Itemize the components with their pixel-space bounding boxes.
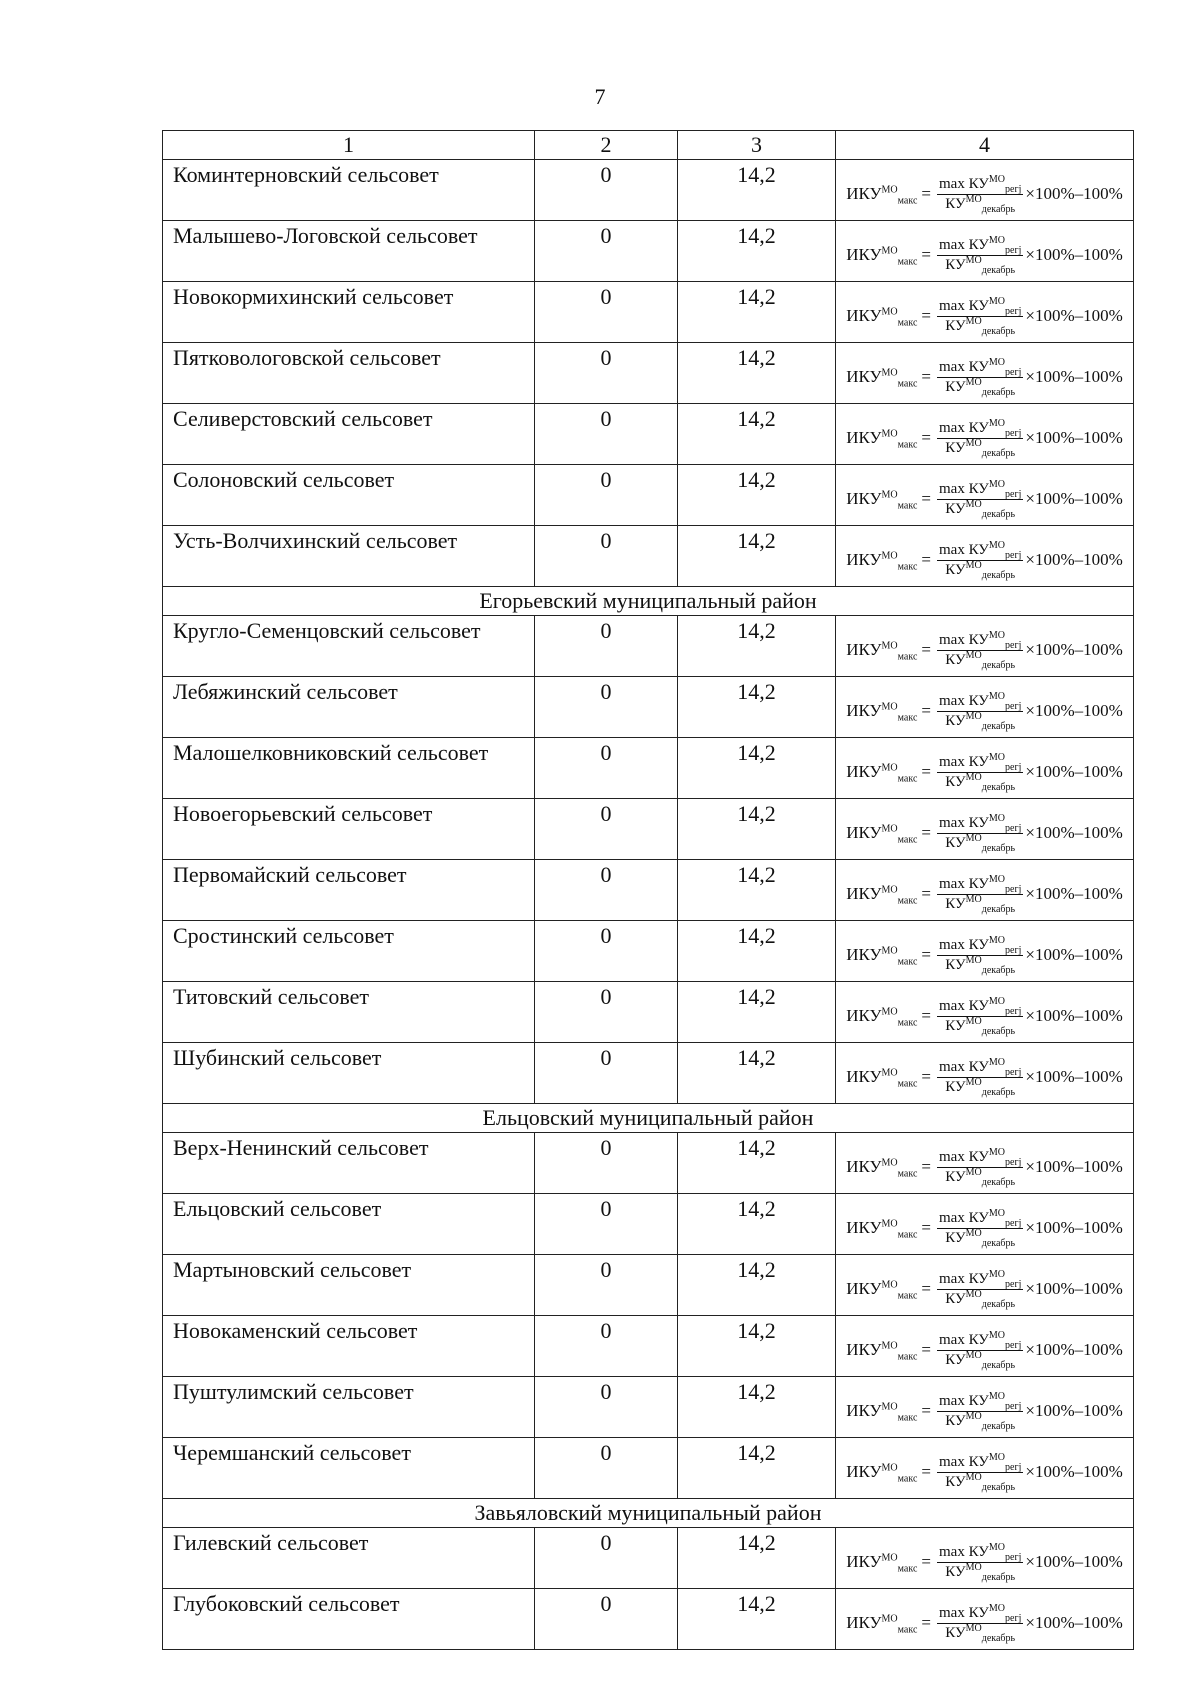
formula-lhs: $ИКУ^{МО}_{макс}$ (846, 1613, 918, 1636)
formula-cell (836, 160, 1134, 221)
formula-fraction (937, 417, 1023, 459)
formula-denominator: $КУ^{МО}_{декабрь}$ (945, 1622, 1016, 1644)
value-col-2: 0 (535, 221, 678, 282)
header-col-1: 1 (163, 131, 535, 160)
table-row (163, 616, 1134, 677)
formula-lhs: $ИКУ^{МО}_{макс}$ (846, 1401, 918, 1424)
formula-eq: = (921, 1006, 931, 1025)
formula-numerator: $\max КУ^{МО}_{регј}$ (939, 690, 1022, 712)
table-row (163, 404, 1134, 465)
formula-tail: ×100%–100% (1025, 762, 1123, 781)
table-row (163, 1377, 1134, 1438)
formula-tail: ×100%–100% (1025, 945, 1123, 964)
formula-numerator: $\max КУ^{МО}_{регј}$ (939, 1329, 1022, 1351)
formula-tail: ×100%–100% (1025, 489, 1123, 508)
section-row (163, 587, 1134, 616)
formula-lhs: $ИКУ^{МО}_{макс}$ (846, 762, 918, 785)
formula-cell (836, 343, 1134, 404)
formula-denominator: $КУ^{МО}_{декабрь}$ (945, 1288, 1016, 1310)
value-col-3: 14,2 (678, 221, 836, 282)
formula-cell (836, 404, 1134, 465)
formula-eq: = (921, 1067, 931, 1086)
table-row (163, 677, 1134, 738)
formula-cell (836, 1133, 1134, 1194)
value-col-3: 14,2 (678, 526, 836, 587)
formula-lhs: $ИКУ^{МО}_{макс}$ (846, 306, 918, 329)
settlement-name: Кругло-Семенцовский сельсовет (163, 616, 535, 677)
settlement-name: Черемшанский сельсовет (163, 1438, 535, 1499)
formula-tail: ×100%–100% (1025, 701, 1123, 720)
value-col-2: 0 (535, 677, 678, 738)
formula-fraction (937, 173, 1023, 215)
table-row (163, 1589, 1134, 1650)
formula-fraction (937, 1207, 1023, 1249)
value-col-2: 0 (535, 921, 678, 982)
formula (836, 990, 1133, 1035)
formula-numerator: $\max КУ^{МО}_{регј}$ (939, 478, 1022, 500)
formula (836, 229, 1133, 274)
formula (836, 351, 1133, 396)
formula-fraction (937, 995, 1023, 1037)
formula-lhs: $ИКУ^{МО}_{макс}$ (846, 245, 918, 268)
formula (836, 624, 1133, 669)
formula (836, 1263, 1133, 1308)
formula-tail: ×100%–100% (1025, 428, 1123, 447)
value-col-3: 14,2 (678, 921, 836, 982)
value-col-3: 14,2 (678, 860, 836, 921)
formula-numerator: $\max КУ^{МО}_{регј}$ (939, 629, 1022, 651)
value-col-2: 0 (535, 1316, 678, 1377)
settlement-name: Малошелковниковский сельсовет (163, 738, 535, 799)
formula (836, 1141, 1133, 1186)
formula-tail: ×100%–100% (1025, 1218, 1123, 1237)
formula (836, 1202, 1133, 1247)
formula-eq: = (921, 1340, 931, 1359)
section-title: Ельцовский муниципальный район (163, 1104, 1134, 1133)
formula-fraction (937, 1602, 1023, 1644)
settlement-name: Верх-Ненинский сельсовет (163, 1133, 535, 1194)
formula-cell (836, 738, 1134, 799)
settlement-name: Сростинский сельсовет (163, 921, 535, 982)
formula-eq: = (921, 762, 931, 781)
settlement-name: Лебяжинский сельсовет (163, 677, 535, 738)
formula-lhs: $ИКУ^{МО}_{макс}$ (846, 1462, 918, 1485)
value-col-3: 14,2 (678, 282, 836, 343)
formula-cell (836, 1194, 1134, 1255)
formula-cell (836, 982, 1134, 1043)
formula-eq: = (921, 489, 931, 508)
formula (836, 534, 1133, 579)
page-number: 7 (594, 84, 606, 109)
formula-numerator: $\max КУ^{МО}_{регј}$ (939, 995, 1022, 1017)
formula-numerator: $\max КУ^{МО}_{регј}$ (939, 1268, 1022, 1290)
section-row (163, 1499, 1134, 1528)
formula-fraction (937, 812, 1023, 854)
formula-numerator: $\max КУ^{МО}_{регј}$ (939, 234, 1022, 256)
table-row (163, 1438, 1134, 1499)
settlement-name: Усть-Волчихинский сельсовет (163, 526, 535, 587)
formula (836, 1597, 1133, 1642)
settlement-name: Пуштулимский сельсовет (163, 1377, 535, 1438)
formula-numerator: $\max КУ^{МО}_{регј}$ (939, 295, 1022, 317)
value-col-2: 0 (535, 982, 678, 1043)
formula-fraction (937, 934, 1023, 976)
formula (836, 168, 1133, 213)
settlement-name: Ельцовский сельсовет (163, 1194, 535, 1255)
formula-fraction (937, 1329, 1023, 1371)
header-col-4: 4 (836, 131, 1134, 160)
value-col-3: 14,2 (678, 1377, 836, 1438)
formula-denominator: $КУ^{МО}_{декабрь}$ (945, 893, 1016, 915)
table-row (163, 921, 1134, 982)
table-row (163, 1255, 1134, 1316)
formula-denominator: $КУ^{МО}_{декабрь}$ (945, 376, 1016, 398)
formula (836, 290, 1133, 335)
formula-denominator: $КУ^{МО}_{декабрь}$ (945, 498, 1016, 520)
formula-fraction (937, 690, 1023, 732)
formula-cell (836, 221, 1134, 282)
formula-denominator: $КУ^{МО}_{декабрь}$ (945, 1015, 1016, 1037)
formula-numerator: $\max КУ^{МО}_{регј}$ (939, 751, 1022, 773)
settlement-name: Первомайский сельсовет (163, 860, 535, 921)
formula-denominator: $КУ^{МО}_{декабрь}$ (945, 193, 1016, 215)
formula-denominator: $КУ^{МО}_{декабрь}$ (945, 1410, 1016, 1432)
formula-cell (836, 1377, 1134, 1438)
formula (836, 1446, 1133, 1491)
settlement-name: Коминтерновский сельсовет (163, 160, 535, 221)
formula-fraction (937, 873, 1023, 915)
formula-fraction (937, 1390, 1023, 1432)
settlement-name: Новокаменский сельсовет (163, 1316, 535, 1377)
value-col-2: 0 (535, 860, 678, 921)
formula-lhs: $ИКУ^{МО}_{макс}$ (846, 1006, 918, 1029)
formula-eq: = (921, 1401, 931, 1420)
formula-numerator: $\max КУ^{МО}_{регј}$ (939, 812, 1022, 834)
formula-tail: ×100%–100% (1025, 1552, 1123, 1571)
formula-denominator: $КУ^{МО}_{декабрь}$ (945, 1227, 1016, 1249)
section-row (163, 1104, 1134, 1133)
formula (836, 1051, 1133, 1096)
settlement-name: Мартыновский сельсовет (163, 1255, 535, 1316)
formula-tail: ×100%–100% (1025, 367, 1123, 386)
formula (836, 746, 1133, 791)
formula-denominator: $КУ^{МО}_{декабрь}$ (945, 710, 1016, 732)
formula-tail: ×100%–100% (1025, 1340, 1123, 1359)
formula-denominator: $КУ^{МО}_{декабрь}$ (945, 649, 1016, 671)
formula-eq: = (921, 1279, 931, 1298)
formula-eq: = (921, 640, 931, 659)
formula-numerator: $\max КУ^{МО}_{регј}$ (939, 1146, 1022, 1168)
formula-denominator: $КУ^{МО}_{декабрь}$ (945, 1076, 1016, 1098)
table-row (163, 1194, 1134, 1255)
table-row (163, 982, 1134, 1043)
formula-fraction (937, 751, 1023, 793)
formula (836, 1324, 1133, 1369)
formula-denominator: $КУ^{МО}_{декабрь}$ (945, 559, 1016, 581)
formula-fraction (937, 234, 1023, 276)
settlement-name: Шубинский сельсовет (163, 1043, 535, 1104)
formula-fraction (937, 629, 1023, 671)
value-col-2: 0 (535, 1377, 678, 1438)
formula-tail: ×100%–100% (1025, 550, 1123, 569)
formula (836, 1536, 1133, 1581)
formula-eq: = (921, 1462, 931, 1481)
value-col-3: 14,2 (678, 160, 836, 221)
section-title: Егорьевский муниципальный район (163, 587, 1134, 616)
formula-lhs: $ИКУ^{МО}_{макс}$ (846, 1218, 918, 1241)
formula-lhs: $ИКУ^{МО}_{макс}$ (846, 1157, 918, 1180)
formula-eq: = (921, 184, 931, 203)
value-col-3: 14,2 (678, 465, 836, 526)
formula-tail: ×100%–100% (1025, 1067, 1123, 1086)
formula-tail: ×100%–100% (1025, 1613, 1123, 1632)
value-col-2: 0 (535, 160, 678, 221)
formula-fraction (937, 1056, 1023, 1098)
formula-cell (836, 1528, 1134, 1589)
formula-cell (836, 799, 1134, 860)
formula (836, 929, 1133, 974)
table-row (163, 738, 1134, 799)
formula-cell (836, 1316, 1134, 1377)
value-col-3: 14,2 (678, 982, 836, 1043)
formula-tail: ×100%–100% (1025, 823, 1123, 842)
formula-tail: ×100%–100% (1025, 306, 1123, 325)
formula (836, 685, 1133, 730)
formula-tail: ×100%–100% (1025, 245, 1123, 264)
formula (836, 807, 1133, 852)
table-row (163, 799, 1134, 860)
formula-numerator: $\max КУ^{МО}_{регј}$ (939, 1056, 1022, 1078)
value-col-3: 14,2 (678, 404, 836, 465)
formula-lhs: $ИКУ^{МО}_{макс}$ (846, 701, 918, 724)
value-col-2: 0 (535, 1194, 678, 1255)
formula-cell (836, 282, 1134, 343)
table-row (163, 221, 1134, 282)
formula (836, 868, 1133, 913)
value-col-3: 14,2 (678, 1194, 836, 1255)
formula-tail: ×100%–100% (1025, 1157, 1123, 1176)
formula-cell (836, 921, 1134, 982)
table-body (163, 131, 1134, 1650)
formula-denominator: $КУ^{МО}_{декабрь}$ (945, 437, 1016, 459)
table-row (163, 160, 1134, 221)
value-col-2: 0 (535, 616, 678, 677)
formula (836, 412, 1133, 457)
formula-denominator: $КУ^{МО}_{декабрь}$ (945, 954, 1016, 976)
formula-lhs: $ИКУ^{МО}_{макс}$ (846, 945, 918, 968)
formula-eq: = (921, 884, 931, 903)
settlement-name: Селиверстовский сельсовет (163, 404, 535, 465)
table-row (163, 282, 1134, 343)
formula-lhs: $ИКУ^{МО}_{макс}$ (846, 823, 918, 846)
formula-eq: = (921, 367, 931, 386)
settlement-name: Новоегорьевский сельсовет (163, 799, 535, 860)
value-col-2: 0 (535, 404, 678, 465)
value-col-3: 14,2 (678, 616, 836, 677)
header-row (163, 131, 1134, 160)
formula-tail: ×100%–100% (1025, 1279, 1123, 1298)
indices-table (162, 130, 1134, 1650)
formula-eq: = (921, 1613, 931, 1632)
formula-lhs: $ИКУ^{МО}_{макс}$ (846, 1067, 918, 1090)
value-col-2: 0 (535, 1528, 678, 1589)
formula-numerator: $\max КУ^{МО}_{регј}$ (939, 1207, 1022, 1229)
settlement-name: Глубоковский сельсовет (163, 1589, 535, 1650)
formula-eq: = (921, 306, 931, 325)
settlement-name: Титовский сельсовет (163, 982, 535, 1043)
table-row (163, 1316, 1134, 1377)
formula-cell (836, 1043, 1134, 1104)
formula-eq: = (921, 1552, 931, 1571)
formula-cell (836, 1438, 1134, 1499)
formula-eq: = (921, 945, 931, 964)
formula-cell (836, 465, 1134, 526)
table-row (163, 860, 1134, 921)
formula-eq: = (921, 245, 931, 264)
value-col-2: 0 (535, 1255, 678, 1316)
settlement-name: Пятковологовской сельсовет (163, 343, 535, 404)
formula-denominator: $КУ^{МО}_{декабрь}$ (945, 1561, 1016, 1583)
formula-numerator: $\max КУ^{МО}_{регј}$ (939, 173, 1022, 195)
table-row (163, 465, 1134, 526)
table-row (163, 526, 1134, 587)
table-row (163, 1043, 1134, 1104)
formula-fraction (937, 478, 1023, 520)
formula-tail: ×100%–100% (1025, 884, 1123, 903)
formula-eq: = (921, 1218, 931, 1237)
value-col-3: 14,2 (678, 1589, 836, 1650)
formula-numerator: $\max КУ^{МО}_{регј}$ (939, 1541, 1022, 1563)
formula-eq: = (921, 701, 931, 720)
value-col-3: 14,2 (678, 1316, 836, 1377)
formula-eq: = (921, 428, 931, 447)
formula-fraction (937, 1541, 1023, 1583)
value-col-3: 14,2 (678, 1133, 836, 1194)
formula-numerator: $\max КУ^{МО}_{регј}$ (939, 873, 1022, 895)
formula-cell (836, 616, 1134, 677)
formula-tail: ×100%–100% (1025, 184, 1123, 203)
formula-numerator: $\max КУ^{МО}_{регј}$ (939, 1390, 1022, 1412)
value-col-3: 14,2 (678, 677, 836, 738)
formula (836, 473, 1133, 518)
formula-lhs: $ИКУ^{МО}_{макс}$ (846, 640, 918, 663)
formula-lhs: $ИКУ^{МО}_{макс}$ (846, 489, 918, 512)
formula-denominator: $КУ^{МО}_{декабрь}$ (945, 1349, 1016, 1371)
value-col-3: 14,2 (678, 1528, 836, 1589)
formula-cell (836, 860, 1134, 921)
formula (836, 1385, 1133, 1430)
settlement-name: Солоновский сельсовет (163, 465, 535, 526)
formula-tail: ×100%–100% (1025, 1401, 1123, 1420)
settlement-name: Малышево-Логовской сельсовет (163, 221, 535, 282)
value-col-2: 0 (535, 282, 678, 343)
formula-denominator: $КУ^{МО}_{декабрь}$ (945, 1471, 1016, 1493)
value-col-3: 14,2 (678, 799, 836, 860)
formula-tail: ×100%–100% (1025, 1462, 1123, 1481)
formula-lhs: $ИКУ^{МО}_{макс}$ (846, 367, 918, 390)
formula-eq: = (921, 1157, 931, 1176)
value-col-2: 0 (535, 1043, 678, 1104)
settlement-name: Гилевский сельсовет (163, 1528, 535, 1589)
value-col-2: 0 (535, 1438, 678, 1499)
formula-lhs: $ИКУ^{МО}_{макс}$ (846, 428, 918, 451)
formula-numerator: $\max КУ^{МО}_{регј}$ (939, 934, 1022, 956)
header-col-2: 2 (535, 131, 678, 160)
formula-numerator: $\max КУ^{МО}_{регј}$ (939, 539, 1022, 561)
settlement-name: Новокормихинский сельсовет (163, 282, 535, 343)
value-col-2: 0 (535, 799, 678, 860)
value-col-3: 14,2 (678, 343, 836, 404)
formula-lhs: $ИКУ^{МО}_{макс}$ (846, 184, 918, 207)
formula-cell (836, 1589, 1134, 1650)
formula-fraction (937, 356, 1023, 398)
formula-cell (836, 677, 1134, 738)
value-col-2: 0 (535, 465, 678, 526)
value-col-3: 14,2 (678, 738, 836, 799)
formula-numerator: $\max КУ^{МО}_{регј}$ (939, 1451, 1022, 1473)
value-col-3: 14,2 (678, 1255, 836, 1316)
formula-lhs: $ИКУ^{МО}_{макс}$ (846, 1340, 918, 1363)
value-col-3: 14,2 (678, 1043, 836, 1104)
value-col-2: 0 (535, 738, 678, 799)
table-row (163, 343, 1134, 404)
formula-cell (836, 526, 1134, 587)
formula-lhs: $ИКУ^{МО}_{макс}$ (846, 1279, 918, 1302)
formula-numerator: $\max КУ^{МО}_{регј}$ (939, 417, 1022, 439)
formula-fraction (937, 1268, 1023, 1310)
formula-lhs: $ИКУ^{МО}_{макс}$ (846, 884, 918, 907)
value-col-2: 0 (535, 343, 678, 404)
formula-tail: ×100%–100% (1025, 1006, 1123, 1025)
formula-cell (836, 1255, 1134, 1316)
formula-fraction (937, 1146, 1023, 1188)
formula-fraction (937, 1451, 1023, 1493)
formula-lhs: $ИКУ^{МО}_{макс}$ (846, 1552, 918, 1575)
formula-denominator: $КУ^{МО}_{декабрь}$ (945, 832, 1016, 854)
table-row (163, 1528, 1134, 1589)
formula-eq: = (921, 550, 931, 569)
formula-fraction (937, 295, 1023, 337)
section-title: Завьяловский муниципальный район (163, 1499, 1134, 1528)
value-col-2: 0 (535, 1589, 678, 1650)
formula-numerator: $\max КУ^{МО}_{регј}$ (939, 1602, 1022, 1624)
formula-fraction (937, 539, 1023, 581)
value-col-2: 0 (535, 526, 678, 587)
value-col-2: 0 (535, 1133, 678, 1194)
formula-denominator: $КУ^{МО}_{декабрь}$ (945, 254, 1016, 276)
value-col-3: 14,2 (678, 1438, 836, 1499)
formula-denominator: $КУ^{МО}_{декабрь}$ (945, 771, 1016, 793)
formula-denominator: $КУ^{МО}_{декабрь}$ (945, 315, 1016, 337)
header-col-3: 3 (678, 131, 836, 160)
formula-denominator: $КУ^{МО}_{декабрь}$ (945, 1166, 1016, 1188)
table-row (163, 1133, 1134, 1194)
formula-numerator: $\max КУ^{МО}_{регј}$ (939, 356, 1022, 378)
formula-eq: = (921, 823, 931, 842)
formula-tail: ×100%–100% (1025, 640, 1123, 659)
formula-lhs: $ИКУ^{МО}_{макс}$ (846, 550, 918, 573)
